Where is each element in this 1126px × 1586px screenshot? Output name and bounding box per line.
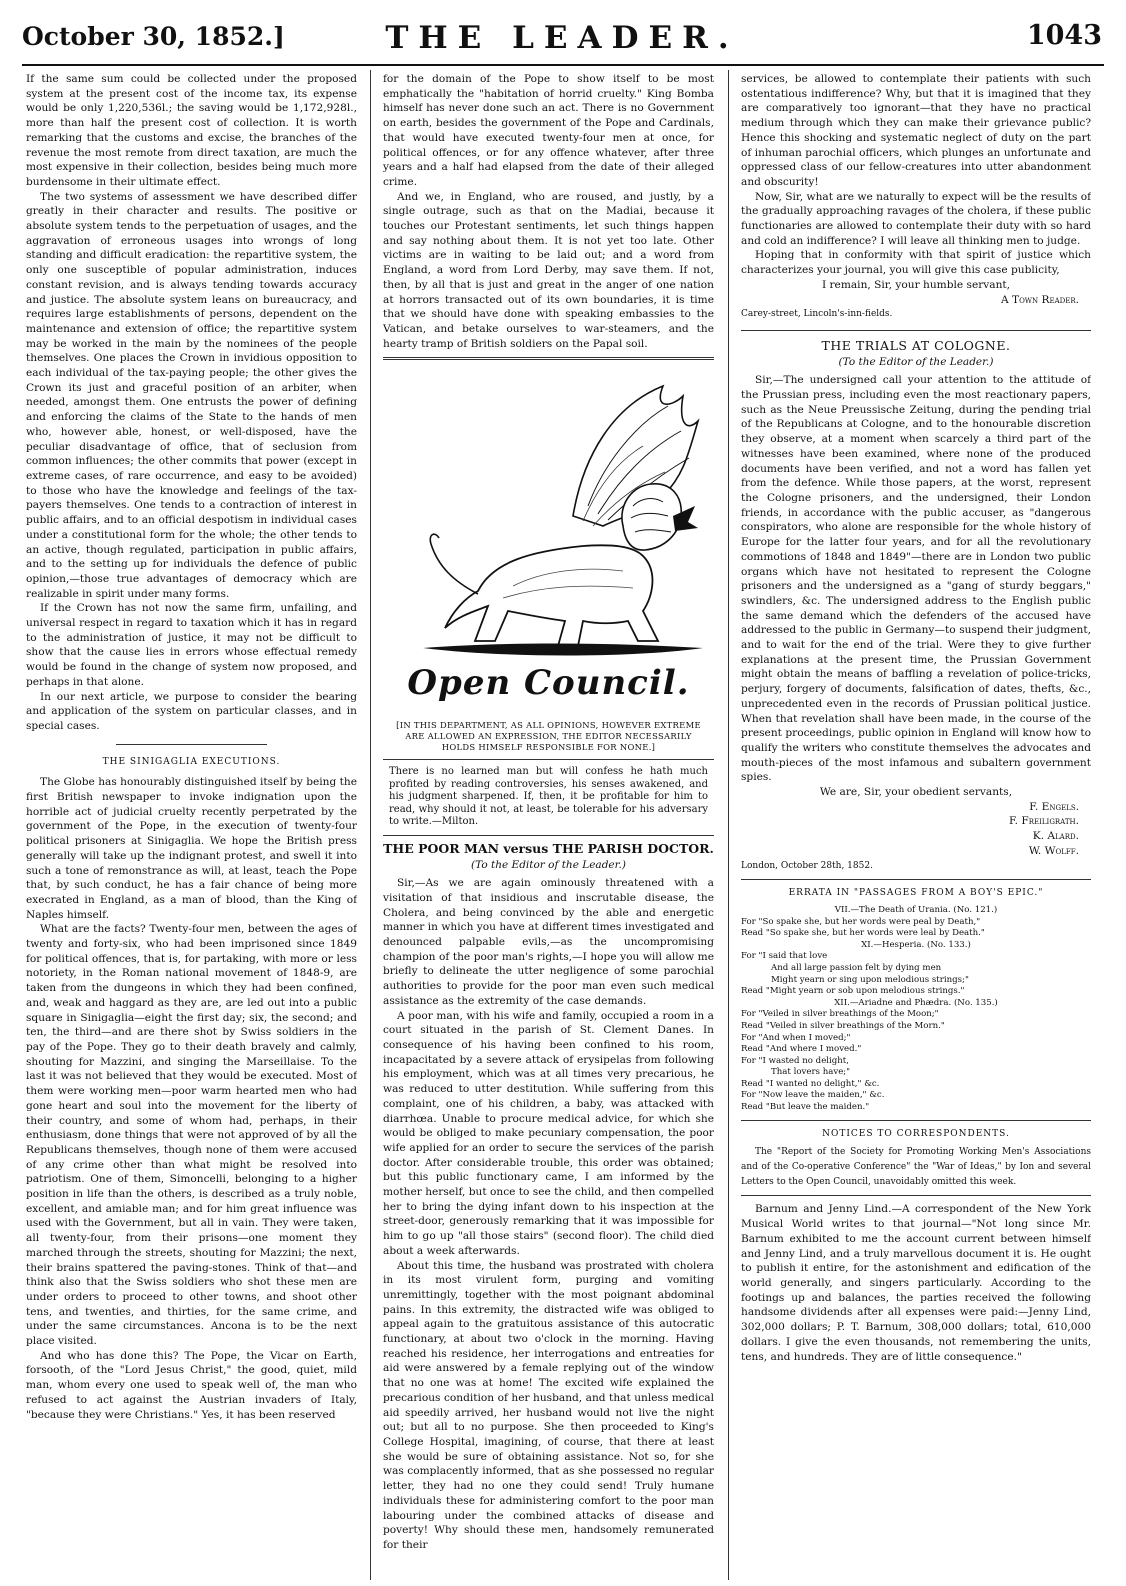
article-paragraph: Hoping that in conformity with that spirit of justice which characterizes your journal, you will give this case publicity, bbox=[741, 249, 1091, 277]
section-rule bbox=[741, 1120, 1091, 1121]
section-rule bbox=[383, 357, 714, 360]
errata-line: XI.—Hesperia. (No. 133.) bbox=[861, 939, 971, 950]
letter-closing: We are, Sir, your obedient servants, bbox=[819, 786, 1013, 799]
errata-line: For "So spake she, but her words were peal by Death," bbox=[741, 916, 981, 927]
masthead-rule bbox=[22, 64, 1104, 66]
article-paragraph: A poor man, with his wife and family, occupied a room in a court situated in the parish of St. Clement Danes. In consequence of his having been confined to his room, incapacitated by a severe attack of erysipelas from following his employment, which was at all times very precarious, he was reduced to utter destitution. While suffering from this complaint, one of his children, a baby, was attacked with diarrhœa. Unable to procure medical advice, for which she would be obliged to make pecuniary compensation, the poor wife applied for an order to secure the services of the parish doctor. After considerable trouble, this order was obtained; but this public functionary came, I am informed by the mother herself, but once to see the child, and then compelled her to bring the dying infant down to his inspection at the street-door, generously remarking that it was impossible for him to go up "all those stairs" (second floor). The child died about a week afterwards. bbox=[383, 1009, 714, 1257]
section-rule bbox=[741, 879, 1091, 880]
issue-date: October 30, 1852.] bbox=[22, 22, 285, 51]
poor-man-subheading: (To the Editor of the Leader.) bbox=[471, 858, 626, 871]
errata-line: That lovers have;" bbox=[771, 1067, 851, 1078]
article-paragraph: The Globe has honourably distinguished itself by being the first British newspaper to invoke indignation upon the horrible act of judicial cruelty recently perpetrated by the government of the Pope, in the execution of twenty-four political prisoners at Sinigaglia. We hope the British press generally will take up the indignant protest, and swell it into such a tone of remonstrance as will, at least, teach the Pope that, by such conduct, he has a fair chance of being more execrated in England, as a man of blood, than the King of Naples himself. bbox=[26, 776, 357, 921]
barnum-paragraph: Barnum and Jenny Lind.—A correspondent of the New York Musical World writes to that journal—"Not long since Mr. Barnum exhibited to me the account current between himself and Jenny Lind, and a truly marvellous document it is. He ought to publish it entire, for the astonishment and edification of the world generally, and singers particularly. According to the footings up and balances, the parties received the following handsome dividends after all expenses were paid:—Jenny Lind, 302,000 dollars; P. T. Barnum, 308,000 dollars; total, 610,000 dollars. I give the even thousands, not remembering the units, tens, and hundreds. They are of little consequence." bbox=[741, 1203, 1091, 1363]
errata-heading: ERRATA IN "PASSAGES FROM A BOY'S EPIC." bbox=[788, 888, 1044, 899]
article-paragraph: And who has done this? The Pope, the Vicar on Earth, forsooth, of the "Lord Jesus Christ," the good, quiet, mild man, whom every one used to speak well of, the man who refused to act against the Austrian invaders of Italy, "because they were Christians." Yes, it has been reserved bbox=[26, 1349, 357, 1421]
article-paragraph: Now, Sir, what are we naturally to expect will be the results of the gradually approaching ravages of the cholera, if these public functionaries are allowed to contemplate their duty with so hard and cold an indifference? I will leave all thinking men to judge. bbox=[741, 190, 1091, 247]
dateline: London, October 28th, 1852. bbox=[741, 860, 873, 871]
milton-quote: There is no learned man but will confess he hath much profited by reading controversies, his senses awakened, and his judgment sharpened. If, then, it be profitable for him to read, why should it not, at least, be tolerable for his adversary to write.—Milton. bbox=[389, 766, 708, 828]
newspaper-title: THE LEADER. bbox=[385, 20, 739, 56]
signatory: F. Freiligrath. bbox=[1008, 815, 1079, 828]
signatory: F. Engels. bbox=[1029, 800, 1079, 813]
editor-notice: [IN THIS DEPARTMENT, AS ALL OPINIONS, HOWEVER EXTREME ARE ALLOWED AN EXPRESSION, THE EDITOR NECESSARILY HOLDS HIMSELF RESPONSIBLE FOR NONE.] bbox=[396, 720, 701, 753]
article-paragraph: About this time, the husband was prostrated with cholera in its most virulent form, purging and vomiting unremittingly, together with the most poignant abdominal pains. In this extremity, the distracted wife was obliged to appeal again to the gratuitous assistance of this autocratic functionary, at about two o'clock in the morning. Having reached his residence, her interrogations and entreaties for aid were answered by a female replying out of the window that no one was at home! The excited wife explained the precarious condition of her husband, and that unless medical aid speedily arrived, her husband would not live the night out; but all to no purpose. She then proceeded to King's College Hospital, imagining, of course, that there at least she would be sure of obtaining assistance. Not so, for she was complacently informed, that as she possessed no regular letter, they had no one they could send! Truly humane individuals these for administering comfort to the poor man labouring under the combined attacks of disease and poverty! Why should these men, handsomely remunerated for their bbox=[383, 1259, 714, 1551]
errata-line: For "I said that love bbox=[741, 951, 828, 962]
column-2 bbox=[383, 72, 714, 1576]
letter-closing: I remain, Sir, your humble servant, bbox=[821, 278, 1011, 291]
article-paragraph: Sir,—As we are again ominously threatened with a visitation of that insidious and inscrutable disease, the Cholera, and being convinced by the able and energetic manner in which you have at different times investigated and denounced palpable evils,—as the uncompromising champion of the poor man's rights,—I hope you will allow me briefly to delineate the utter negligence of some parochial authorities to provide for the poor man even such medical assistance as the extremity of the case demands. bbox=[383, 877, 714, 1007]
poor-man-heading: THE POOR MAN versus THE PARISH DOCTOR. bbox=[383, 840, 714, 856]
errata-list bbox=[741, 905, 1091, 1114]
open-council-title: Open Council. bbox=[407, 663, 690, 704]
errata-line: Read "So spake she, but her words were leal by Death." bbox=[741, 928, 985, 939]
column-divider bbox=[728, 70, 729, 1580]
column-divider bbox=[370, 70, 371, 1580]
article-paragraph: for the domain of the Pope to show itself to be most emphatically the "habitation of horrid cruelty." King Bomba himself has never done such an act. There is no Government on earth, besides the government of the Pope and Cardinals, that would have executed twenty-four men at once, for political offences, or for any offence whatever, after three years and a half had elapsed from the date of their alleged crime. bbox=[383, 73, 714, 188]
section-rule bbox=[116, 744, 267, 745]
section-rule bbox=[741, 1195, 1091, 1196]
errata-line: For "Now leave the maiden," &c. bbox=[741, 1090, 885, 1101]
winged-lion-icon bbox=[383, 366, 714, 676]
article-paragraph: And we, in England, who are roused, and justly, by a single outrage, such as that on the Madiai, because it touches our Protestant sentiments, let such things happen and say nothing about them. It is not yet too late. Other victims are in waiting to be laid out; and a word from England, a word from Lord Derby, may save them. If not, then, by all that is just and great in the anger of one nation at horrors transacted out of its own boundaries, it is time that we should have done with speaking embassies to the Vatican, and betake ourselves to war-steamers, and the hearty tramp of British soldiers on the Papal soil. bbox=[383, 190, 714, 350]
masthead bbox=[22, 14, 1102, 64]
errata-line: Read "Might yearn or sob upon melodious strings." bbox=[741, 986, 965, 997]
errata-line: Read "And where I moved." bbox=[741, 1044, 862, 1055]
letter-signature: A Town Reader. bbox=[1000, 293, 1079, 306]
errata-line: Read "But leave the maiden." bbox=[741, 1102, 870, 1113]
page-number: 1043 bbox=[1026, 20, 1102, 51]
article-paragraph: If the Crown has not now the same firm, unfailing, and universal respect in regard to taxation which it has in regard to the administration of justice, it may not be difficult to show that the cause lies in errors whose effectual remedy would be found in the change of system now proposed, and perhaps in that alone. bbox=[26, 602, 357, 688]
signatory: W. Wolff. bbox=[1028, 844, 1079, 857]
errata-line: Read "I wanted no delight," &c. bbox=[741, 1078, 880, 1089]
errata-line: For "Veiled in silver breathings of the Moon;" bbox=[741, 1009, 939, 1020]
section-rule bbox=[383, 835, 714, 836]
errata-line: XII.—Ariadne and Phædra. (No. 135.) bbox=[834, 997, 998, 1008]
open-council-emblem bbox=[383, 366, 714, 716]
article-paragraph: services, be allowed to contemplate their patients with such ostentatious indifference? Why, but that it is imagined that they are comparatively too ignorant—that they have no practical medium through which they can make their grievance public? Hence this shocking and systematic neglect of duty on the part of inhuman parochial officers, which plunges an unfortunate and oppressed class of our fellow-creatures into utter abandonment and obscurity! bbox=[741, 73, 1091, 188]
article-paragraph: What are the facts? Twenty-four men, between the ages of twenty and forty-six, who had been imprisoned since 1849 for political offences, that is, for partaking, with more or less notoriety, in the Roman national movement of 1848-9, are taken from the dungeons in which they had been confined, and, weak and haggard as they are, are led out into a public square in Sinigaglia—eight the first day; six, the second; and ten, the third—and are there shot by Swiss soldiers in the pay of the Pope. They go to their death bravely and calmly, shouting for Mazzini, and singing the Marseillaise. To the last it was not believed that they would be executed. Most of them were working men—poor warm hearted men who had gone heart and soul into the movement for the liberty of their country, and some of whom had, perhaps, in their enthusiasm, done things that were not approved of by all the Republicans themselves, though none of them were accused of any crime other than what might be resolved into patriotism. One of them, Simoncelli, belonging to a higher position in life than the others, is described as a truly noble, excellent, and amiable man; and for him great influence was used with the Government, but all in vain. They were taken, all twenty-four, from their prisons—one moment they marched through the streets, shouting for Mazzini; the next, their brains spattered the paving-stones. Think of that—and think also that the Swiss soldiers who shot these men are under orders to proceed to other towns, and shoot other tens, and twenties, and thirties, for the same crime, and under the same circumstances. Ancona is to be the next place visited. bbox=[26, 923, 357, 1348]
signatory: K. Alard. bbox=[1032, 830, 1079, 843]
notices-paragraph: The "Report of the Society for Promoting Working Men's Associations and of the Co-operative Conference" the "War of Ideas," by Ion and several Letters to the Open Council, unavoidably omitted this week. bbox=[741, 1147, 1091, 1187]
cologne-subheading: (To the Editor of the Leader.) bbox=[838, 355, 994, 368]
column-3 bbox=[741, 72, 1091, 1576]
article-paragraph: The two systems of assessment we have described differ greatly in their character and results. The positive or absolute system tends to the perpetuation of usages, and the aggravation of erroneous usages into wrongs of long standing and difficult eradication: the repartitive system, the only one susceptible of popular administration, induces constant revision, and is always tending towards accuracy and justice. The absolute system leans on bureaucracy, and requires large establishments of persons, dependent on the maintenance and extension of office; the repartitive system may be worked in the main by the nominees of the people themselves. One places the Crown in invidious opposition to each individual of the tax-paying people; the other gives the Crown its just and graceful position of an arbiter, when needed, amongst them. One entrusts the power of defining and enforcing the claims of the State to the hands of men who, however able, honest, or well-disposed, have the peculiar disadvantage of office, that of seclusion from common influences; the other commits that power (except in extreme cases, of rare occurrence, and easy to be avoided) to those who have the knowledge and feelings of the tax-payers themselves. One tends to a contraction of interest in public affairs, and to an official despotism in individual cases under a constitutional form for the whole; the other tends to an active, though regulated, participation in public affairs, and to the setting up for individuals the defence of public opinion,—those true advantages of democracy which are realizable in spirit under many forms. bbox=[26, 190, 357, 600]
letter-address: Carey-street, Lincoln's-inn-fields. bbox=[741, 309, 893, 320]
errata-line: VII.—The Death of Urania. (No. 121.) bbox=[834, 904, 998, 915]
errata-line: For "And when I moved;" bbox=[741, 1032, 851, 1043]
errata-line: For "I wasted no delight, bbox=[741, 1055, 849, 1066]
article-paragraph: If the same sum could be collected under the proposed system at the present cost of the income tax, its expense would be only 1,220,536l.; the saving would be 1,172,928l., more than half the present cost of collection. It is worth remarking that the customs and excise, the branches of the revenue the most remote from direct taxation, are much the most expensive in their collection, besides being much more burdensome in their ultimate effect. bbox=[26, 73, 357, 188]
errata-line: And all large passion felt by dying men bbox=[771, 962, 942, 973]
errata-line: Read "Veiled in silver breathings of the Morn." bbox=[741, 1020, 945, 1031]
article-paragraph: In our next article, we purpose to consider the bearing and application of the system on particular classes, and in special cases. bbox=[26, 690, 357, 732]
sinigaglia-heading: THE SINIGAGLIA EXECUTIONS. bbox=[102, 756, 281, 767]
section-rule bbox=[741, 330, 1091, 331]
notices-heading: NOTICES TO CORRESPONDENTS. bbox=[822, 1128, 1010, 1139]
article-paragraph: Sir,—The undersigned call your attention to the attitude of the Prussian press, including even the most reactionary papers, such as the Neue Preussische Zeitung, during the pending trial of the Republicans at Cologne, and to the honourable discretion they observe, at a moment when scarcely a third part of the witnesses have been examined, where none of the produced documents have been verified, and not a word has fallen yet from the defence. While those papers, at the worst, represent the Cologne prisoners, and the undersigned, their London friends, in accordance with the public accuser, as "dangerous conspirators, who alone are responsible for the whole history of Europe for the latter four years, and for all the revolutionary commotions of 1848 and 1849"—there are in London two public organs which have not hesitated to represent the Cologne prisoners and the undersigned as a "gang of sturdy beggars," swindlers, &c. The undersigned address to the English public the same demand which the defenders of the accused have addressed to the public in Germany—to suspend their judgment, and to wait for the end of the trial. Were they to give further explanations at the present time, the Prussian Government might obtain the means of baffling a revelation of police-tricks, perjury, forgery of documents, falsification of dates, thefts, &c., unprecedented even in the records of Prussian political justice. When that revelation shall have been made, in the course of the present proceedings, public opinion in England will know how to qualify the writers who constitute themselves the advocates and mouth-pieces of the most infamous and subaltern government spies. bbox=[741, 374, 1091, 784]
cologne-heading: THE TRIALS AT COLOGNE. bbox=[821, 337, 1011, 353]
section-rule bbox=[383, 759, 714, 760]
column-1 bbox=[26, 72, 357, 1576]
errata-line: Might yearn or sing upon melodious strings;" bbox=[771, 974, 969, 985]
